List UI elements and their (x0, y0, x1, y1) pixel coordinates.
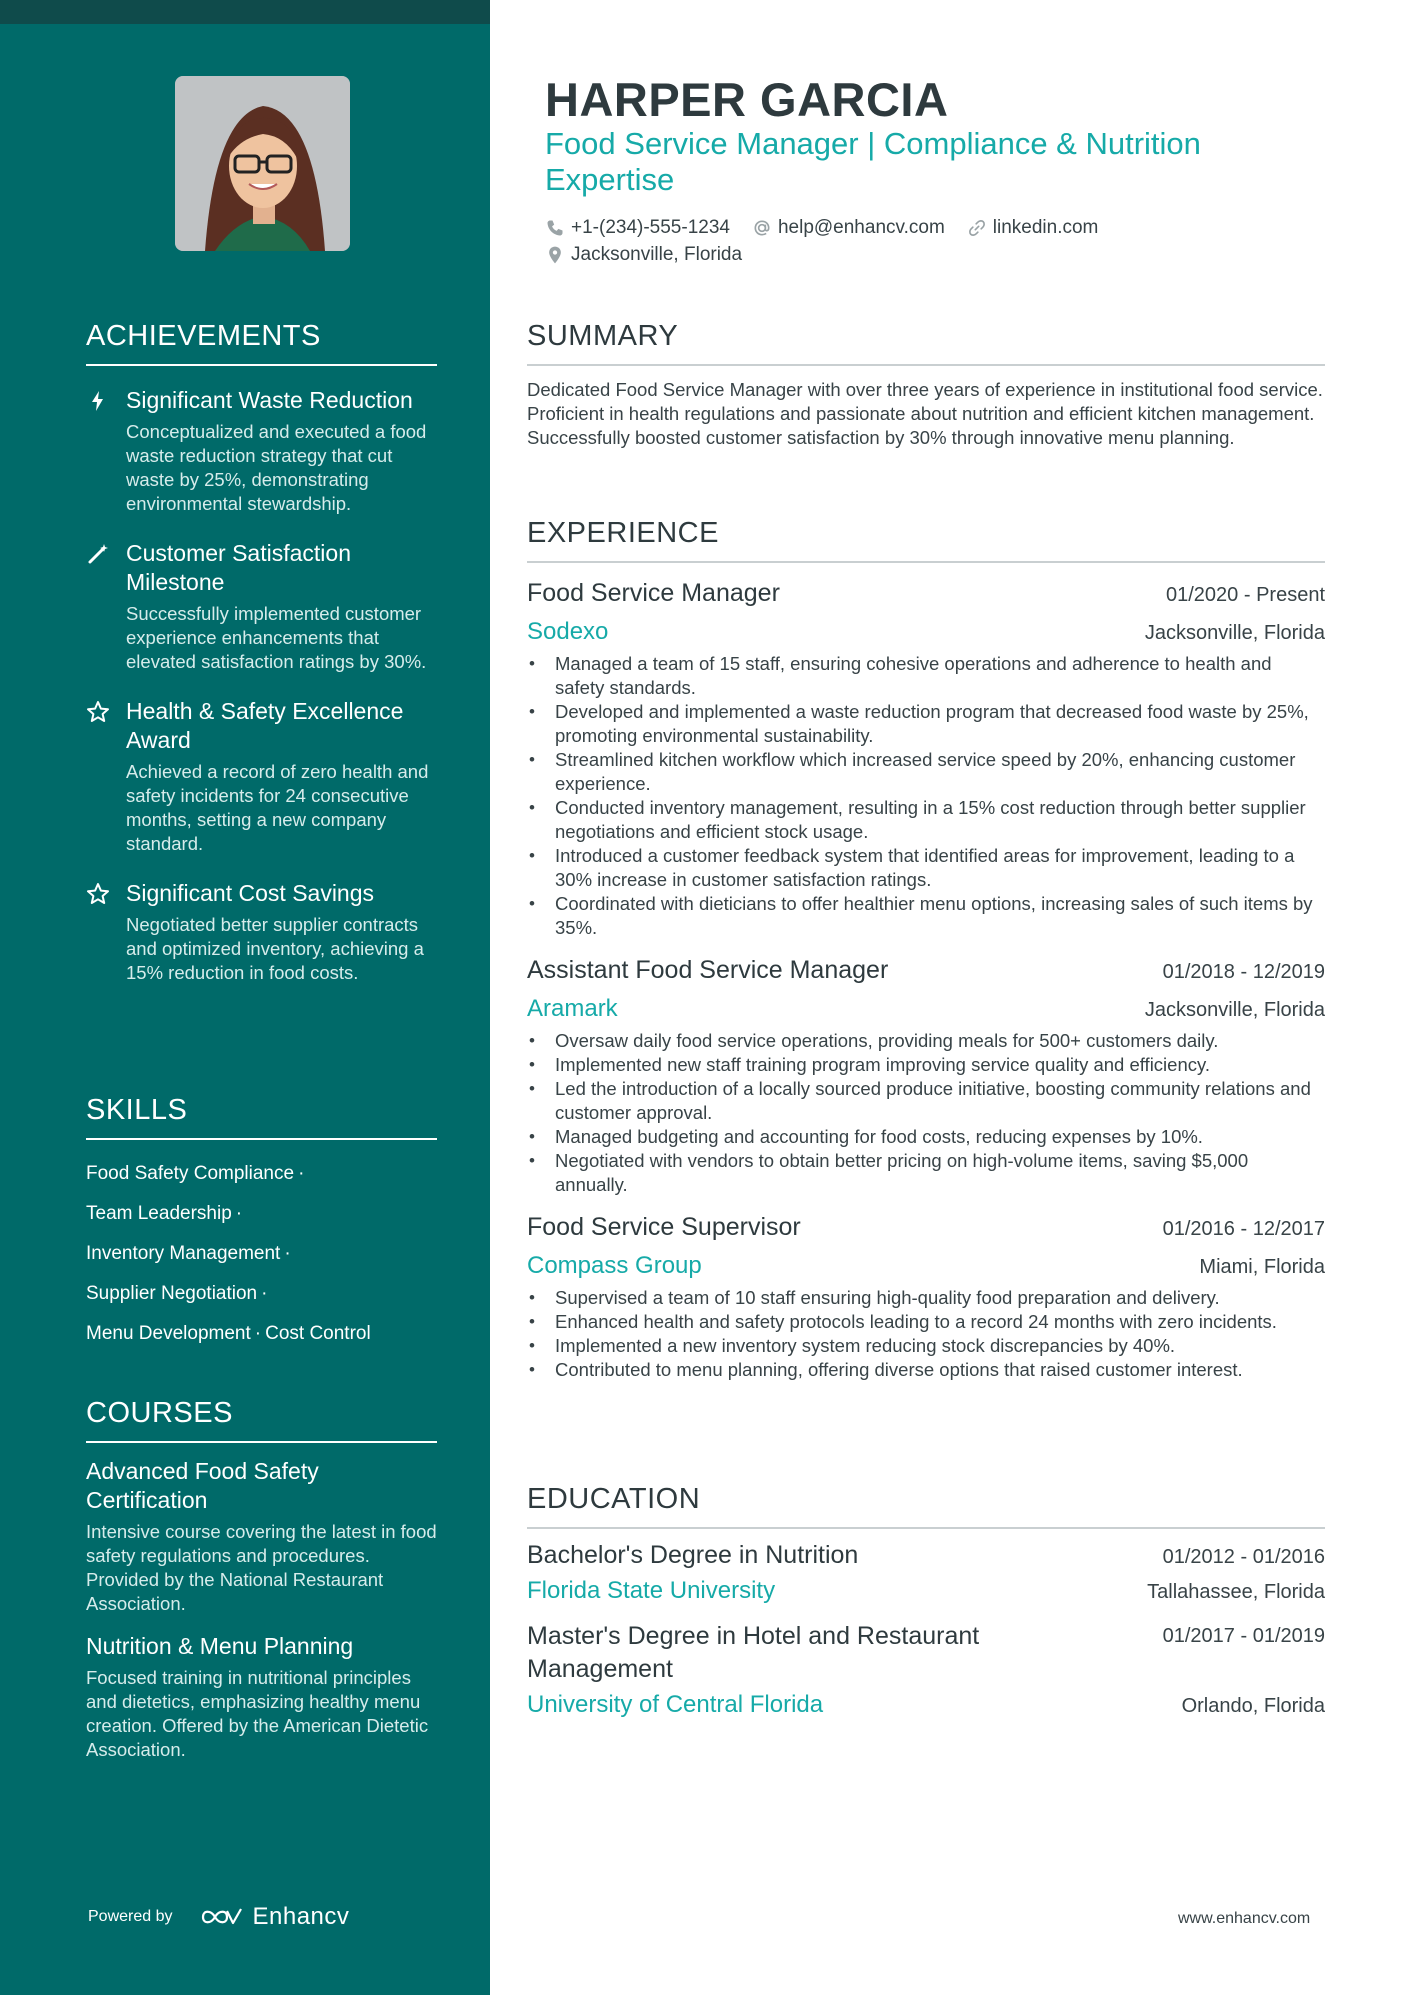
website-link[interactable]: www.enhancv.com (1178, 1910, 1311, 1927)
enhancv-logo[interactable] (199, 1903, 350, 1931)
course-title: Advanced Food Safety Certification (86, 1458, 319, 1513)
job-bullet: • Conducted inventory management, resulting in a 15% cost reduction through better supplier negotiations and efficient stock usage. (527, 796, 1325, 844)
school-name: University of Central Florida (527, 1691, 824, 1718)
job-location: Jacksonville, Florida (1144, 999, 1325, 1021)
main-content (527, 0, 1325, 1995)
education-entry (527, 1620, 1325, 1724)
degree-title: Bachelor's Degree in Nutrition (527, 1541, 859, 1569)
job-bullet: • Managed a team of 15 staff, ensuring cohesive operations and adherence to health and safety standards. (527, 652, 1325, 700)
skill-tag: Supplier Negotiation (86, 1283, 258, 1304)
magic-wand-icon (86, 542, 110, 566)
school-name: Florida State University (527, 1577, 776, 1604)
achievement-item (86, 386, 437, 516)
at-sign-icon (752, 218, 772, 238)
job-bullets (527, 1286, 1325, 1382)
skill-separator: · (298, 1163, 305, 1184)
star-icon (86, 700, 110, 724)
sidebar (0, 0, 490, 1995)
skill-tag: Inventory Management (86, 1243, 281, 1264)
achievement-description: Achieved a record of zero health and safety incidents for 24 consecutive months, setting a new company standard. (126, 761, 429, 854)
job-bullet: • Managed budgeting and accounting for food costs, reducing expenses by 10%. (527, 1125, 1325, 1149)
skill-separator: · (261, 1283, 268, 1304)
company-name: Aramark (527, 995, 618, 1022)
job-bullet: • Developed and implemented a waste reduction program that decreased food waste by 25%, promoting environmental sustainability. (527, 700, 1325, 748)
lightning-icon (86, 389, 110, 413)
achievement-description: Successfully implemented customer experience enhancements that elevated satisfaction ratings by 30%. (126, 603, 427, 672)
skills-section (86, 1094, 437, 1354)
course-title: Nutrition & Menu Planning (86, 1633, 354, 1659)
skills-heading: SKILLS (86, 1094, 437, 1140)
location-pin-icon (545, 245, 565, 265)
job-bullet: • Coordinated with dieticians to offer healthier menu options, increasing sales of such items by 35%. (527, 892, 1325, 940)
job-entry (527, 573, 1325, 940)
job-entry (527, 1207, 1325, 1382)
contact-info (545, 214, 1305, 268)
achievement-title: Customer Satisfaction Milestone (126, 540, 351, 595)
experience-section (527, 517, 1325, 1382)
achievement-title: Significant Waste Reduction (126, 387, 413, 413)
powered-by (88, 1900, 349, 1934)
company-name: Compass Group (527, 1252, 702, 1279)
phone-icon (545, 218, 565, 238)
skill-separator: · (284, 1243, 291, 1264)
contact-email[interactable] (752, 217, 945, 239)
job-location: Jacksonville, Florida (1144, 622, 1325, 644)
job-bullets (527, 1029, 1325, 1197)
achievement-item (86, 879, 437, 985)
skill-separator: · (254, 1323, 262, 1344)
job-bullet: • Contributed to menu planning, offering diverse options that raised customer interest. (527, 1358, 1325, 1382)
skill-tag: Food Safety Compliance (86, 1163, 295, 1184)
contact-linkedin[interactable] (967, 217, 1099, 239)
linkedin-text: linkedin.com (992, 216, 1099, 238)
education-location: Tallahassee, Florida (1147, 1581, 1325, 1603)
course-description: Intensive course covering the latest in food safety regulations and procedures. Provided by the National Restaurant Association. (86, 1521, 437, 1614)
job-title: Food Service Supervisor (527, 1213, 801, 1241)
job-dates: 01/2016 - 12/2017 (1162, 1218, 1325, 1240)
achievement-item (86, 539, 437, 674)
degree-title: Master's Degree in Hotel and Restaurant Management (527, 1622, 980, 1683)
job-dates: 01/2018 - 12/2019 (1162, 961, 1325, 983)
job-location: Miami, Florida (1199, 1256, 1325, 1278)
skill-tag: Cost Control (265, 1323, 371, 1344)
skill-tag: Menu Development (86, 1323, 251, 1344)
email-text: help@enhancv.com (777, 216, 945, 238)
skill-tag: Team Leadership (86, 1203, 232, 1224)
location-text: Jacksonville, Florida (571, 243, 743, 265)
summary-section (527, 320, 1325, 450)
link-icon (967, 218, 987, 238)
company-name: Sodexo (527, 618, 609, 645)
courses-section (86, 1397, 437, 1762)
job-bullet: • Negotiated with vendors to obtain better pricing on high-volume items, saving $5,000 annually. (527, 1149, 1325, 1197)
job-dates: 01/2020 - Present (1166, 584, 1325, 606)
enhancv-logo-icon (199, 1905, 245, 1929)
sidebar-top-bar (0, 0, 490, 24)
education-location: Orlando, Florida (1181, 1695, 1325, 1717)
education-heading: EDUCATION (527, 1483, 1325, 1529)
job-bullet: • Streamlined kitchen workflow which increased service speed by 20%, enhancing customer experience. (527, 748, 1325, 796)
powered-by-label: Powered by (88, 1908, 173, 1925)
job-title: Food Service Manager (527, 579, 780, 607)
profile-photo (175, 76, 350, 251)
skill-separator: · (235, 1203, 243, 1224)
candidate-name: HARPER GARCIA (545, 73, 949, 126)
phone-text: +1-(234)-555-1234 (571, 216, 730, 238)
contact-location (545, 244, 742, 266)
experience-heading: EXPERIENCE (527, 517, 1325, 563)
star-icon (86, 882, 110, 906)
job-bullet: • Implemented new staff training program improving service quality and efficiency. (527, 1053, 1325, 1077)
achievements-heading: ACHIEVEMENTS (86, 320, 437, 366)
achievement-title: Health & Safety Excellence Award (126, 698, 404, 753)
achievement-title: Significant Cost Savings (126, 880, 375, 906)
courses-heading: COURSES (86, 1397, 437, 1443)
education-dates: 01/2017 - 01/2019 (1162, 1625, 1325, 1647)
job-bullet: • Enhanced health and safety protocols leading to a record 24 months with zero incidents. (527, 1310, 1325, 1334)
job-bullet: • Supervised a team of 10 staff ensuring high-quality food preparation and delivery. (527, 1286, 1325, 1310)
candidate-headline: Food Service Manager | Compliance & Nutrition Expertise (545, 126, 1201, 197)
course-item (86, 1457, 437, 1616)
job-bullet: • Introduced a customer feedback system that identified areas for improvement, leading to a 30% increase in customer satisfaction ratings. (527, 844, 1325, 892)
summary-text: Dedicated Food Service Manager with over three years of experience in institutional food service. Proficient in health regulations and passionate about nutrition and efficient kitchen management. Successfully boosted customer satisfaction by 30% through innovative menu planning. (527, 379, 1323, 448)
achievements-section (86, 320, 437, 985)
education-section (527, 1483, 1325, 1724)
achievement-description: Negotiated better supplier contracts and optimized inventory, achieving a 15% reduction in food costs. (126, 914, 424, 983)
education-entry (527, 1539, 1325, 1610)
contact-phone[interactable] (545, 217, 730, 239)
enhancv-brand-name: Enhancv (252, 1903, 350, 1930)
job-entry (527, 950, 1325, 1197)
summary-heading: SUMMARY (527, 320, 1325, 366)
job-title: Assistant Food Service Manager (527, 956, 889, 984)
course-item (86, 1632, 437, 1762)
achievement-description: Conceptualized and executed a food waste reduction strategy that cut waste by 25%, demonstrating environmental stewardship. (126, 421, 427, 514)
job-bullets (527, 652, 1325, 940)
skills-list (86, 1154, 437, 1354)
course-description: Focused training in nutritional principles and dietetics, emphasizing healthy menu creation. Offered by the American Dietetic Association. (86, 1667, 429, 1760)
education-dates: 01/2012 - 01/2016 (1162, 1546, 1325, 1568)
job-bullet: • Led the introduction of a locally sourced produce initiative, boosting community relations and customer approval. (527, 1077, 1325, 1125)
job-bullet: • Oversaw daily food service operations, providing meals for 500+ customers daily. (527, 1029, 1325, 1053)
achievement-item (86, 697, 437, 856)
job-bullet: • Implemented a new inventory system reducing stock discrepancies by 40%. (527, 1334, 1325, 1358)
